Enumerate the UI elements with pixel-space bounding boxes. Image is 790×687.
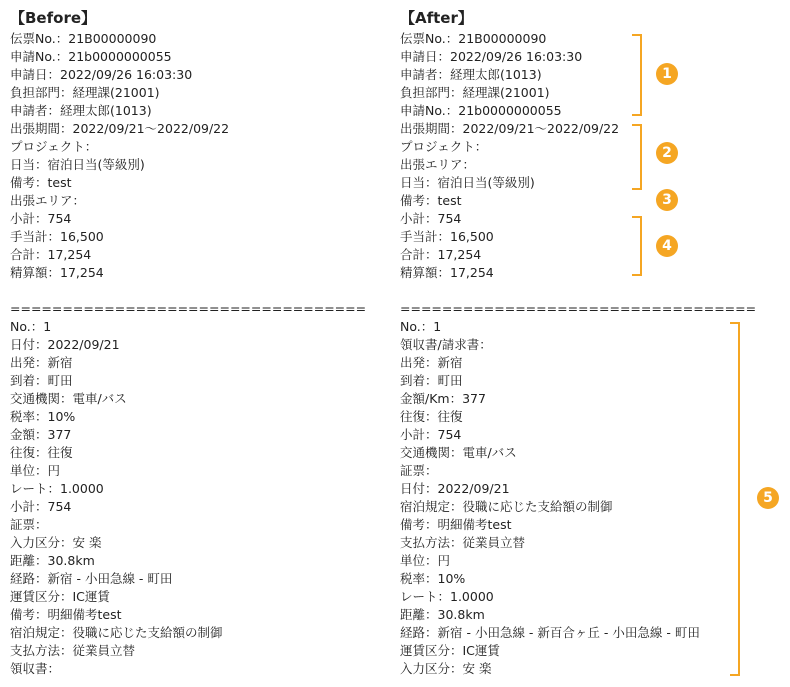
after-header-line: 備考：test [400, 193, 462, 208]
spacer [400, 282, 760, 300]
after-detail-line: 税率：10% [400, 571, 466, 586]
annotation-badge-5: 5 [757, 487, 779, 509]
annotation-badge-2: 2 [656, 142, 678, 164]
after-header-line: 伝票No.：21B00000090 [400, 31, 547, 46]
before-detail-line: 出発：新宿 [10, 355, 73, 370]
before-header-line: 申請No.：21b0000000055 [10, 49, 172, 64]
after-detail-line: No.：1 [400, 319, 442, 334]
after-header-block [400, 30, 760, 282]
after-detail-line: 往復：往復 [400, 409, 463, 424]
after-detail-line: 出発：新宿 [400, 355, 463, 370]
after-detail-line: 領収書/請求書： [400, 337, 492, 352]
before-header-line: 申請者：経理太郎(1013) [10, 103, 152, 118]
before-header-line: 出張エリア： [10, 193, 86, 208]
after-detail-line: 到着：町田 [400, 373, 463, 388]
before-header-line: 負担部門：経理課(21001) [10, 85, 160, 100]
before-detail-line: 到着：町田 [10, 373, 73, 388]
before-detail-line: 税率：10% [10, 409, 76, 424]
after-column [400, 8, 760, 678]
before-detail-line: 備考：明細備考test [10, 607, 122, 622]
after-header-line: 申請No.：21b0000000055 [400, 103, 562, 118]
before-detail-line: No.：1 [10, 319, 52, 334]
brace-5 [730, 322, 740, 676]
before-detail-line: 経路：新宿 - 小田急線 - 町田 [10, 571, 173, 586]
after-detail-line: 運賃区分：IC運賃 [400, 643, 500, 658]
before-detail-line: 交通機関：電車/バス [10, 391, 127, 406]
before-header-block [10, 30, 380, 282]
after-header-line: 精算額：17,254 [400, 265, 494, 280]
after-detail-line: 交通機関：電車/バス [400, 445, 517, 460]
before-header-line: 出張期間：2022/09/21～2022/09/22 [10, 121, 230, 136]
after-detail-line: 小計：754 [400, 427, 462, 442]
after-header-line: 合計：17,254 [400, 247, 482, 262]
before-detail-line: 小計：754 [10, 499, 72, 514]
brace-4 [632, 216, 642, 276]
annotation-badge-1: 1 [656, 63, 678, 85]
before-detail-line: 日付：2022/09/21 [10, 337, 120, 352]
after-detail-line: 備考：明細備考test [400, 517, 512, 532]
after-detail-line: 金額/Km：377 [400, 391, 486, 406]
brace-1 [632, 34, 642, 116]
after-detail-line: 入力区分：安 楽 [400, 661, 492, 676]
before-header-line: 備考：test [10, 175, 72, 190]
after-detail-line: 証票： [400, 463, 438, 478]
after-header-line: 小計：754 [400, 211, 462, 226]
annotation-badge-4: 4 [656, 235, 678, 257]
before-detail-line: 金額：377 [10, 427, 72, 442]
before-detail-line: 往復：往復 [10, 445, 73, 460]
after-header-line: 手当計：16,500 [400, 229, 494, 244]
before-heading: 【Before】 [10, 9, 97, 27]
after-detail-line: 距離：30.8km [400, 607, 485, 622]
before-detail-line: 単位：円 [10, 463, 61, 478]
after-detail-line: 単位：円 [400, 553, 451, 568]
after-header-line: 日当：宿泊日当(等級別) [400, 175, 535, 190]
before-column [10, 8, 380, 678]
before-header-line: 合計：17,254 [10, 247, 92, 262]
spacer [10, 282, 380, 300]
after-header-line: 申請日：2022/09/26 16:03:30 [400, 49, 583, 64]
before-detail-line: 証票： [10, 517, 48, 532]
before-header-line: 手当計：16,500 [10, 229, 104, 244]
before-header-line: 日当：宿泊日当(等級別) [10, 157, 145, 172]
before-separator: ================================== [10, 301, 367, 316]
before-detail-line: 宿泊規定：役職に応じた支給額の制御 [10, 625, 223, 640]
before-detail-line: 支払方法：従業員立替 [10, 643, 136, 658]
before-detail-line: レート：1.0000 [10, 481, 104, 496]
before-header-line: 精算額：17,254 [10, 265, 104, 280]
after-detail-line: 経路：新宿 - 小田急線 - 新百合ヶ丘 - 小田急線 - 町田 [400, 625, 700, 640]
before-detail-line: 距離：30.8km [10, 553, 95, 568]
before-header-line: プロジェクト： [10, 139, 98, 154]
after-detail-line: 支払方法：従業員立替 [400, 535, 526, 550]
before-header-line: 申請日：2022/09/26 16:03:30 [10, 67, 193, 82]
annotation-badge-3: 3 [656, 189, 678, 211]
after-header-line: 負担部門：経理課(21001) [400, 85, 550, 100]
before-detail-line: 領収書： [10, 661, 61, 676]
before-detail-line: 運賃区分：IC運賃 [10, 589, 110, 604]
after-header-line: 申請者：経理太郎(1013) [400, 67, 542, 82]
brace-2 [632, 124, 642, 190]
after-detail-line: 宿泊規定：役職に応じた支給額の制御 [400, 499, 613, 514]
after-header-line: 出張エリア： [400, 157, 476, 172]
after-detail-line: レート：1.0000 [400, 589, 494, 604]
after-heading: 【After】 [400, 9, 473, 27]
before-header-line: 小計：754 [10, 211, 72, 226]
after-detail-block [400, 318, 760, 678]
after-header-line: プロジェクト： [400, 139, 488, 154]
after-detail-line: 日付：2022/09/21 [400, 481, 510, 496]
after-header-line: 出張期間：2022/09/21～2022/09/22 [400, 121, 620, 136]
before-detail-block [10, 318, 380, 678]
before-detail-line: 入力区分：安 楽 [10, 535, 102, 550]
after-separator: ================================== [400, 301, 757, 316]
before-header-line: 伝票No.：21B00000090 [10, 31, 157, 46]
